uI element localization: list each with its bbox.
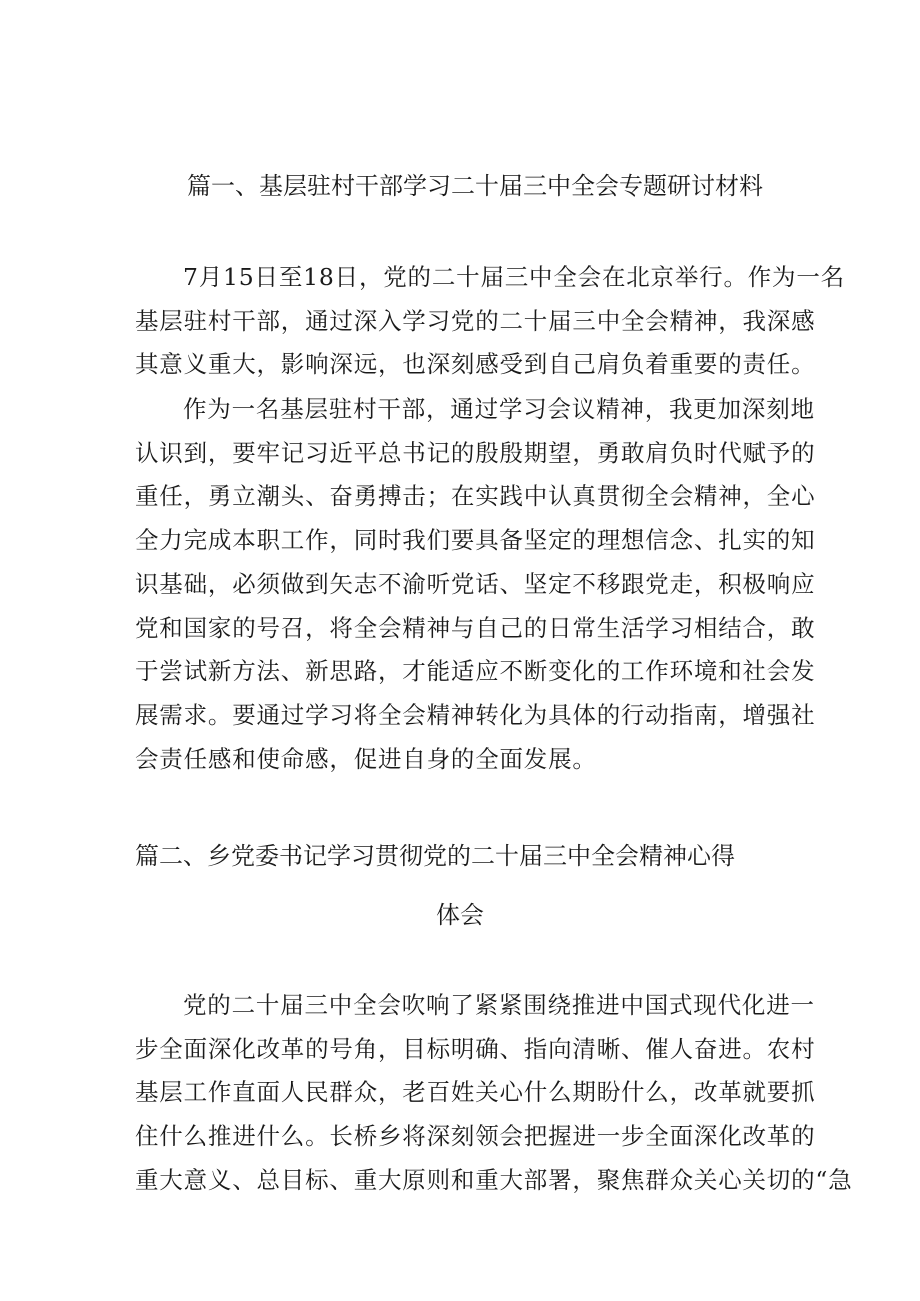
text-line: 展需求。要通过学习将全会精神转化为具体的行动指南，增强社 — [135, 700, 816, 729]
section-2-paragraph-1 — [135, 984, 853, 1203]
text-line: 党的二十届三中全会吹响了紧紧围绕推进中国式现代化进一 — [183, 991, 815, 1019]
text-line: 重大意义、总目标、重大原则和重大部署，聚焦群众关心关切的“急 — [135, 1165, 853, 1194]
text-line: 于尝试新方法、新思路，才能适应不断变化的工作环境和社会发 — [135, 657, 816, 686]
text-line: 基层驻村干部，通过深入学习党的二十届三中全会精神，我深感 — [135, 306, 816, 335]
section-2-title-line-1: 篇二、乡党委书记学习贯彻党的二十届三中全会精神心得 — [135, 842, 735, 870]
section-1-title: 篇一、基层驻村干部学习二十届三中全会专题研讨材料 — [187, 172, 763, 200]
text-line: 其意义重大，影响深远，也深刻感受到自己肩负着重要的责任。 — [135, 350, 816, 379]
section-1-paragraph-1 — [135, 256, 845, 387]
text-line: 住什么推进什么。长桥乡将深刻领会把握进一步全面深化改革的 — [135, 1122, 816, 1151]
text-line: 重任，勇立潮头、奋勇搏击；在实践中认真贯彻全会精神，全心 — [135, 482, 816, 511]
text-line: 认识到，要牢记习近平总书记的殷殷期望，勇敢肩负时代赋予的 — [135, 438, 816, 467]
text-line: 会责任感和使命感，促进自身的全面发展。 — [135, 744, 597, 773]
text-line: 全力完成本职工作，同时我们要具备坚定的理想信念、扎实的知 — [135, 526, 816, 555]
text-line: 步全面深化改革的号角，目标明确、指向清晰、催人奋进。农村 — [135, 1034, 816, 1063]
text-line: 7月15日至18日，党的二十届三中全会在北京举行。作为一名 — [183, 263, 845, 291]
text-line: 党和国家的号召，将全会精神与自己的日常生活学习相结合，敢 — [135, 613, 816, 642]
section-1-paragraph-2 — [135, 388, 816, 781]
text-line: 基层工作直面人民群众，老百姓关心什么期盼什么，改革就要抓 — [135, 1078, 816, 1107]
text-line: 识基础，必须做到矢志不渝听党话、坚定不移跟党走，积极响应 — [135, 569, 816, 598]
text-line: 作为一名基层驻村干部，通过学习会议精神，我更加深刻地 — [183, 395, 815, 423]
section-2-title-line-2: 体会 — [436, 901, 484, 929]
